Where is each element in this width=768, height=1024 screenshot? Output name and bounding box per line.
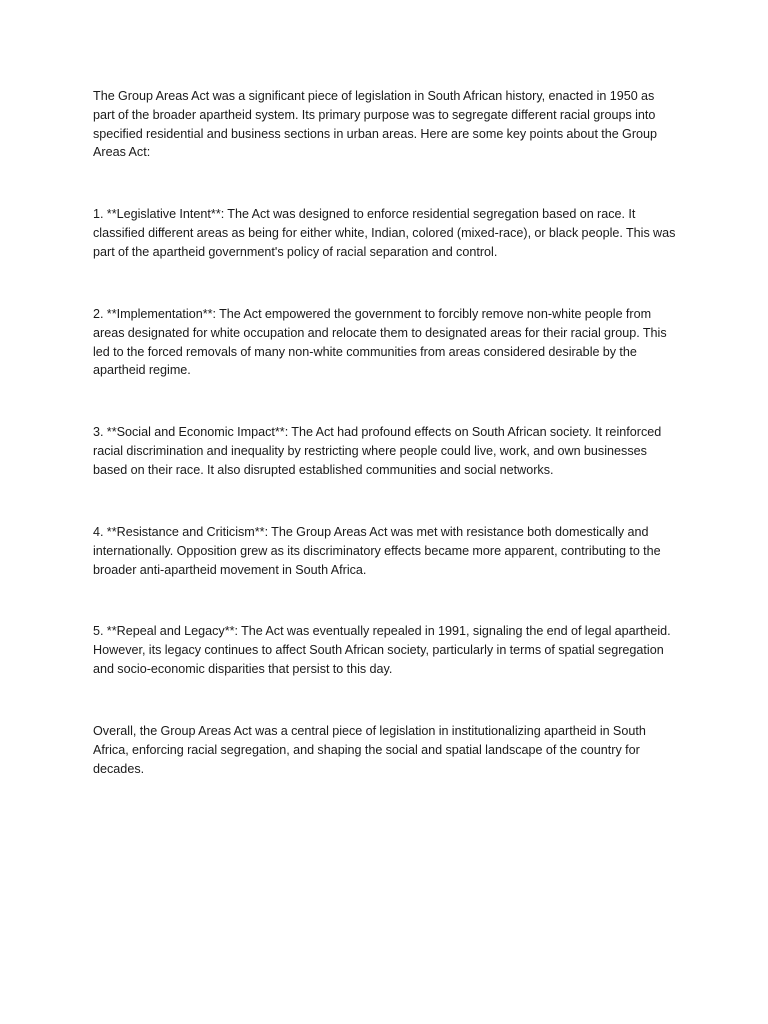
point-paragraph-legislative-intent: 1. **Legislative Intent**: The Act was designed to enforce residential segregation based on race. It classified different areas as being for either white, Indian, colored (mixed-race), or black people. This was part of the apartheid government's policy of racial separation and control. [93, 207, 676, 259]
point-paragraph-repeal-legacy: 5. **Repeal and Legacy**: The Act was eventually repealed in 1991, signaling the end of legal apartheid. However, its legacy continues to affect South African society, particularly in terms of spatial segregation and socio-economic disparities that persist to this day. [93, 624, 671, 676]
intro-paragraph: The Group Areas Act was a significant piece of legislation in South African history, enacted in 1950 as part of the broader apartheid system. Its primary purpose was to segregate different racial groups into specified residential and business sections in urban areas. Here are some key points about the Group Areas Act: [93, 89, 658, 160]
point-paragraph-social-economic-impact: 3. **Social and Economic Impact**: The Act had profound effects on South African society. It reinforced racial discrimination and inequality by restricting where people could live, work, and own businesses based on their race. It also disrupted established communities and social networks. [93, 425, 662, 477]
point-paragraph-resistance-criticism: 4. **Resistance and Criticism**: The Group Areas Act was met with resistance both domestically and internationally. Opposition grew as its discriminatory effects became more apparent, contributing to the broader anti-apartheid movement in South Africa. [93, 525, 661, 577]
point-paragraph-implementation: 2. **Implementation**: The Act empowered the government to forcibly remove non-white people from areas designated for white occupation and relocate them to designated areas for their racial group. This led to the forced removals of many non-white communities from areas considered desirable by the apartheid regime. [93, 307, 667, 378]
conclusion-paragraph: Overall, the Group Areas Act was a central piece of legislation in institutionalizing apartheid in South Africa, enforcing racial segregation, and shaping the social and spatial landscape of the country for decades. [93, 724, 646, 776]
